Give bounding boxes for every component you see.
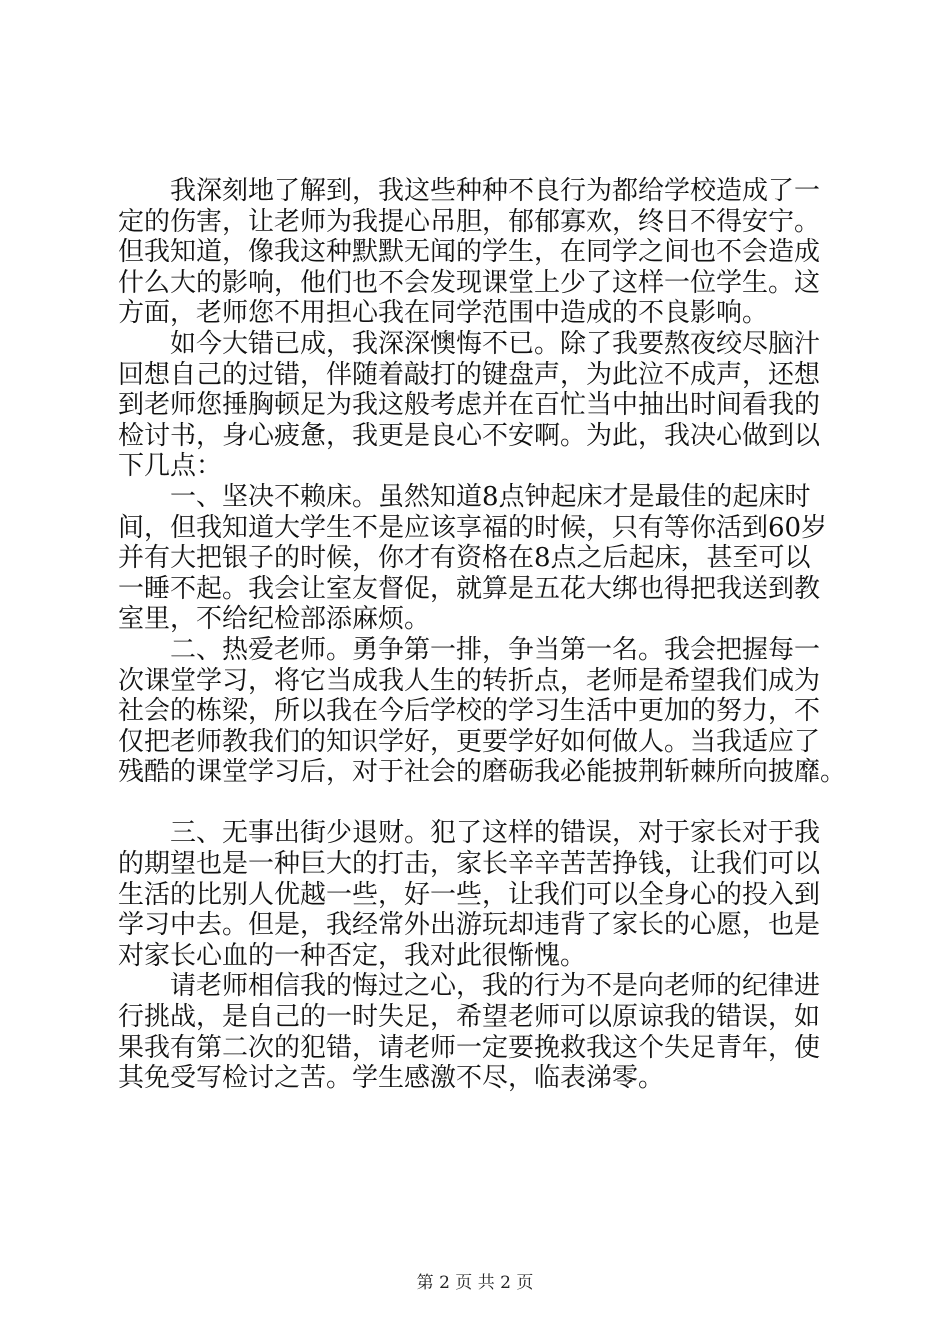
paragraph-line: 仅把老师教我们的知识学好，更要学好如何做人。当我适应了 <box>118 726 821 757</box>
paragraph-line: 什么大的影响，他们也不会发现课堂上少了这样一位学生。这 <box>118 267 821 298</box>
paragraph-line: 的期望也是一种巨大的打击，家长辛辛苦苦挣钱，让我们可以 <box>118 849 821 880</box>
paragraph-line: 残酷的课堂学习后，对于社会的磨砺我必能披荆斩棘所向披靡。 <box>118 757 847 788</box>
paragraph-line: 如今大错已成，我深深懊悔不已。除了我要熬夜绞尽脑汁 <box>170 328 821 359</box>
paragraph-line: 到老师您捶胸顿足为我这般考虑并在百忙当中抽出时间看我的 <box>118 390 821 421</box>
paragraph-line: 生活的比别人优越一些，好一些，让我们可以全身心的投入到 <box>118 879 821 910</box>
paragraph-line: 果我有第二次的犯错，请老师一定要挽救我这个失足青年，使 <box>118 1032 821 1063</box>
paragraph-line: 请老师相信我的悔过之心，我的行为不是向老师的纪律进 <box>170 971 821 1002</box>
paragraph-line: 次课堂学习，将它当成我人生的转折点，老师是希望我们成为 <box>118 665 821 696</box>
blank-line <box>118 788 858 819</box>
paragraph-line: 二、热爱老师。勇争第一排，争当第一名。我会把握每一 <box>170 634 821 665</box>
paragraph-line: 行挑战，是自己的一时失足，希望老师可以原谅我的错误，如 <box>118 1002 821 1033</box>
paragraph-line: 但我知道，像我这种默默无闻的学生，在同学之间也不会造成 <box>118 237 821 268</box>
paragraph-line: 并有大把银子的时候，你才有资格在8点之后起床，甚至可以 <box>118 543 811 574</box>
paragraph-line: 下几点： <box>118 451 223 482</box>
paragraph-line: 对家长心血的一种否定，我对此很惭愧。 <box>118 940 587 971</box>
paragraph-line: 学习中去。但是，我经常外出游玩却违背了家长的心愿，也是 <box>118 910 821 941</box>
paragraph-line: 我深刻地了解到，我这些种种不良行为都给学校造成了一 <box>170 176 821 206</box>
paragraph-line: 检讨书，身心疲惫，我更是良心不安啊。为此，我决心做到以 <box>118 420 821 451</box>
paragraph-line: 一、坚决不赖床。虽然知道8点钟起床才是最佳的起床时 <box>170 481 811 512</box>
paragraph-line: 室里，不给纪检部添麻烦。 <box>118 604 431 635</box>
paragraph-line: 定的伤害，让老师为我提心吊胆，郁郁寡欢，终日不得安宁。 <box>118 206 821 237</box>
page-number-footer: 第 2 页 共 2 页 <box>416 1273 534 1293</box>
paragraph-line: 间，但我知道大学生不是应该享福的时候，只有等你活到60岁 <box>118 512 828 543</box>
paragraph-line: 其免受写检讨之苦。学生感激不尽，临表涕零。 <box>118 1063 665 1094</box>
paragraph-line: 回想自己的过错，伴随着敲打的键盘声，为此泣不成声，还想 <box>118 359 821 390</box>
paragraph-line: 一睡不起。我会让室友督促，就算是五花大绑也得把我送到教 <box>118 573 821 604</box>
document-body <box>118 176 858 1094</box>
paragraph-line: 方面，老师您不用担心我在同学范围中造成的不良影响。 <box>118 298 769 329</box>
paragraph-line: 三、无事出街少退财。犯了这样的错误，对于家长对于我 <box>170 818 821 849</box>
paragraph-line: 社会的栋梁，所以我在今后学校的学习生活中更加的努力，不 <box>118 696 821 727</box>
